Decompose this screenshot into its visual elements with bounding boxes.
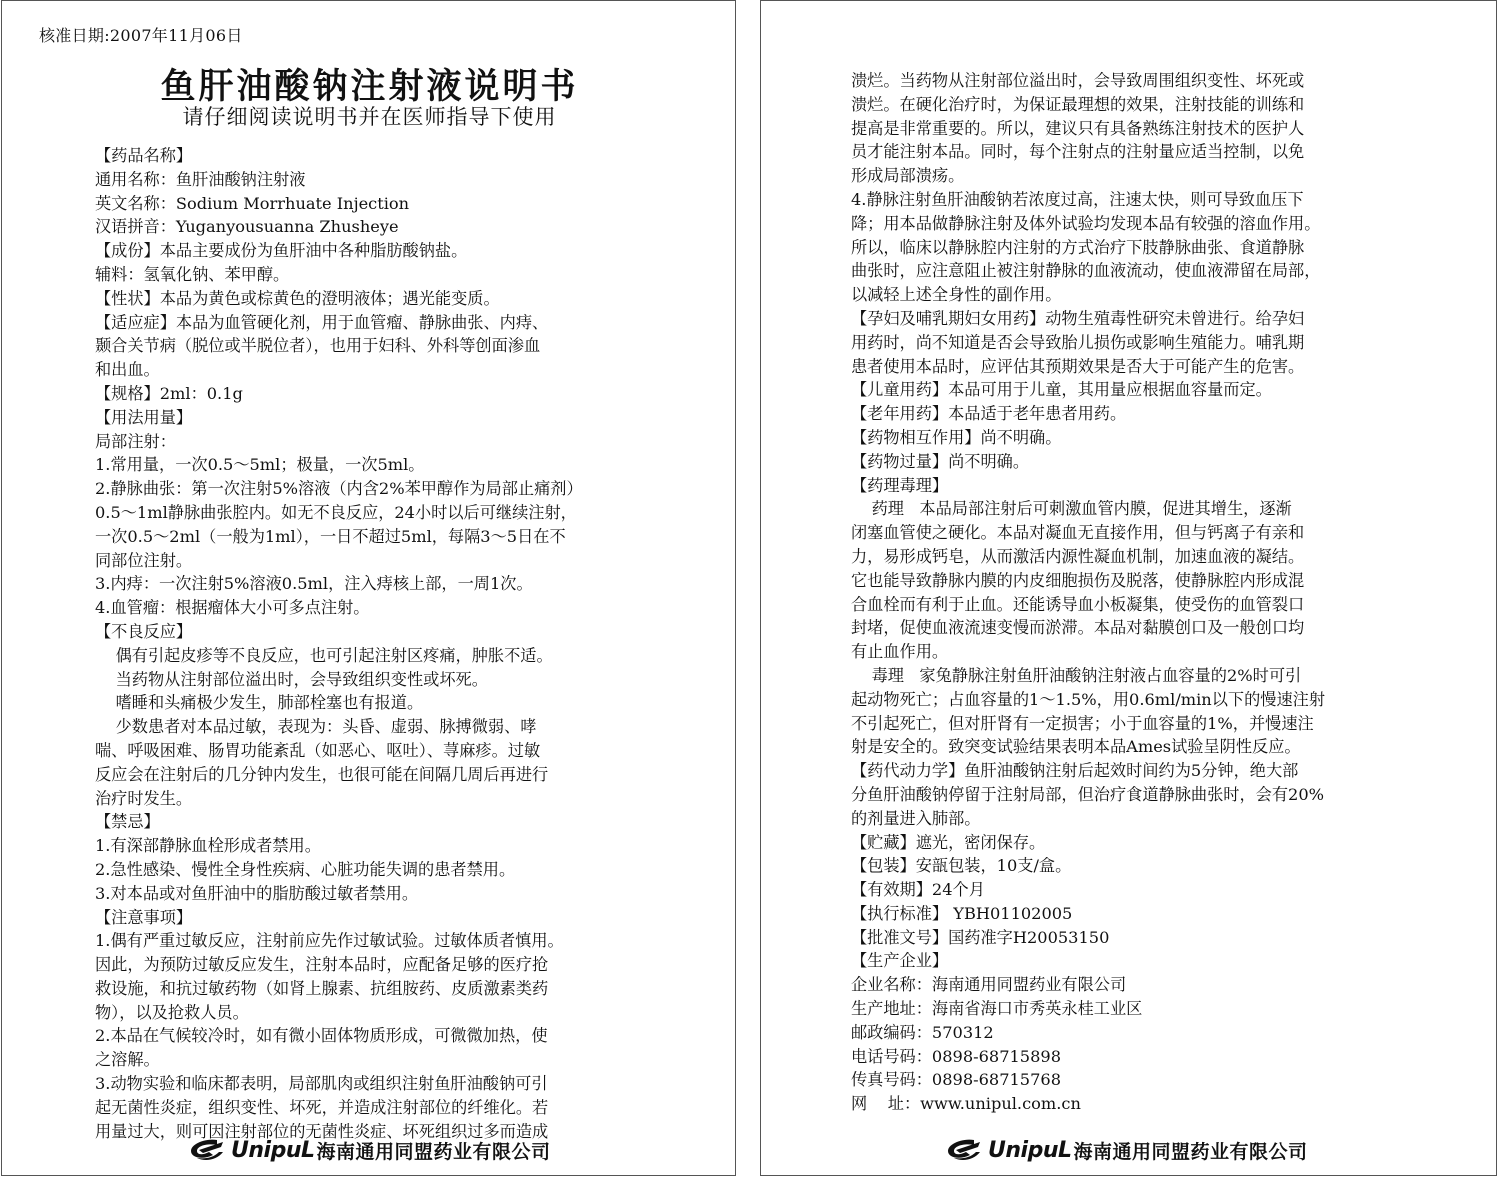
text-line: 溃烂。当药物从注射部位溢出时，会导致周围组织变性、坏死或 (851, 71, 1305, 90)
text-line: 3.对本品或对鱼肝油中的脂肪酸过敏者禁用。 (95, 883, 419, 903)
text-line: 射是安全的。致突变试验结果表明本品Ames试验呈阴性反应。 (851, 737, 1301, 757)
text-line: 企业名称：海南通用同盟药业有限公司 (851, 975, 1127, 995)
text-line: 生产地址：海南省海口市秀英永桂工业区 (851, 999, 1143, 1019)
unipul-swoosh-icon (187, 1136, 227, 1164)
text-line: 电话号码：0898-68715898 (851, 1046, 1061, 1066)
text-line: 之溶解。 (95, 1050, 160, 1070)
brand-name: UnipuL (231, 1137, 315, 1163)
unipul-swoosh-icon (944, 1136, 984, 1164)
text-line: 【药物相互作用】尚不明确。 (851, 427, 1062, 447)
text-line: 【药理毒理】 (851, 475, 949, 495)
text-line: 不引起死亡，但对肝肾有一定损害；小于血容量的1%，并慢速注 (851, 713, 1314, 733)
text-line: 合血栓而有利于止血。还能诱导血小板凝集，使受伤的血管裂口 (851, 594, 1305, 614)
leaflet-page-left (1, 0, 736, 1176)
text-line: 颞合关节病（脱位或半脱位者），也用于妇科、外科等创面渗血 (95, 336, 541, 356)
text-line: 当药物从注射部位溢出时，会导致组织变性或坏死。 (95, 669, 488, 689)
text-line: 封堵，促使血液流速变慢而淤滞。本品对黏膜创口及一般创口均 (851, 618, 1305, 638)
text-line: 物），以及抢救人员。 (95, 1002, 249, 1022)
text-line: 以减轻上述全身性的副作用。 (851, 285, 1062, 305)
text-line: 治疗时发生。 (95, 788, 193, 808)
text-line: 【禁忌】 (95, 812, 160, 832)
text-line: 【执行标准】 YBH01102005 (851, 903, 1073, 923)
text-line: 同部位注射。 (95, 550, 193, 570)
brand-name: UnipuL (988, 1137, 1072, 1163)
document-subtitle: 请仔细阅读说明书并在医师指导下使用 (182, 105, 557, 129)
text-line: 【生产企业】 (851, 951, 949, 971)
text-line: 它也能导致静脉内膜的内皮细胞损伤及脱落，使静脉腔内形成混 (851, 570, 1305, 590)
text-line: 0.5～1ml静脉曲张腔内。如无不良反应，24小时以后可继续注射， (95, 502, 577, 522)
text-line: 3.动物实验和临床都表明，局部肌肉或组织注射鱼肝油酸钠可引 (95, 1074, 548, 1094)
text-line: 【注意事项】 (95, 907, 193, 927)
text-line: 【药物过量】尚不明确。 (851, 451, 1030, 471)
text-line: 力，易形成钙皂，从而激活内源性凝血机制，加速血液的凝结。 (851, 546, 1305, 566)
right-column-text (851, 69, 1325, 1116)
text-line: 【老年用药】本品适于老年患者用药。 (851, 404, 1127, 424)
text-line: 所以，临床以静脉腔内注射的方式治疗下肢静脉曲张、食道静脉 (851, 237, 1305, 257)
text-line: 分鱼肝油酸钠停留于注射局部，但治疗食道静脉曲张时，会有20% (851, 784, 1325, 804)
leaflet-page-right (760, 0, 1497, 1176)
text-line: 【适应症】本品为血管硬化剂，用于血管瘤、静脉曲张、内痔、 (95, 312, 549, 332)
text-line: 有止血作用。 (851, 642, 949, 662)
text-line: 【批准文号】国药准字H20053150 (851, 927, 1110, 947)
text-line: 【包装】安瓿包装，10支/盒。 (851, 856, 1072, 876)
text-line: 【药品名称】 (95, 146, 193, 165)
text-line: 反应会在注射后的几分钟内发生，也很可能在间隔几周后再进行 (95, 764, 549, 784)
text-line: 和出血。 (95, 360, 160, 380)
text-line: 【用法用量】 (95, 407, 193, 427)
text-line: 曲张时，应注意阻止被注射静脉的血液流动，使血液滞留在局部， (851, 261, 1321, 281)
text-line: 用量过大，则可因注射部位的无菌性炎症、坏死组织过多而造成 (95, 1121, 549, 1141)
text-line: 英文名称：Sodium Morrhuate Injection (95, 193, 410, 213)
text-line: 【有效期】24个月 (851, 880, 985, 900)
text-line: 【规格】2ml：0.1g (95, 383, 243, 403)
text-line: 辅料：氢氧化钠、苯甲醇。 (95, 264, 290, 284)
text-line: 邮政编码：570312 (851, 1022, 994, 1042)
text-line: 4.静脉注射鱼肝油酸钠若浓度过高，注速太快，则可导致血压下 (851, 189, 1304, 209)
text-line: 通用名称：鱼肝油酸钠注射液 (95, 169, 306, 189)
text-line: 因此，为预防过敏反应发生，注射本品时，应配备足够的医疗抢 (95, 955, 549, 975)
text-line: 2.本品在气候较冷时，如有微小固体物质形成，可微微加热，使 (95, 1026, 548, 1046)
text-line: 【药代动力学】鱼肝油酸钠注射后起效时间约为5分钟，绝大部 (851, 761, 1299, 781)
text-line: 降；用本品做静脉注射及体外试验均发现本品有较强的溶血作用。 (851, 213, 1321, 233)
text-line: 1.有深部静脉血栓形成者禁用。 (95, 836, 321, 856)
text-line: 网 址：www.unipul.com.cn (851, 1094, 1081, 1114)
text-line: 汉语拼音：Yuganyousuanna Zhusheye (95, 217, 399, 237)
text-line: 闭塞血管使之硬化。本品对凝血无直接作用，但与钙离子有亲和 (851, 523, 1305, 543)
text-line: 【成份】本品主要成份为鱼肝油中各种脂肪酸钠盐。 (95, 241, 468, 261)
text-line: 【贮藏】遮光，密闭保存。 (851, 832, 1046, 852)
text-line: 起无菌性炎症，组织变性、坏死，并造成注射部位的纤维化。若 (95, 1097, 549, 1117)
approval-date: 核准日期:2007年11月06日 (39, 26, 243, 45)
text-line: 2.急性感染、慢性全身性疾病、心脏功能失调的患者禁用。 (95, 859, 516, 879)
text-line: 少数患者对本品过敏，表现为：头昏、虚弱、脉搏微弱、哮 (95, 717, 537, 737)
company-name: 海南通用同盟药业有限公司 (1073, 1140, 1308, 1163)
text-line: 毒理 家兔静脉注射鱼肝油酸钠注射液占血容量的2%时可引 (851, 665, 1302, 685)
text-line: 【不良反应】 (95, 621, 193, 641)
text-line: 起动物死亡；占血容量的1～1.5%，用0.6ml/min以下的慢速注射 (851, 689, 1326, 709)
text-line: 1.常用量，一次0.5～5ml；极量，一次5ml。 (95, 455, 425, 475)
text-line: 3.内痔：一次注射5%溶液0.5ml，注入痔核上部，一周1次。 (95, 574, 533, 594)
text-line: 提高是非常重要的。所以，建议只有具备熟练注射技术的医护人 (851, 118, 1305, 138)
text-line: 4.血管瘤：根据瘤体大小可多点注射。 (95, 598, 370, 618)
text-line: 救设施，和抗过敏药物（如肾上腺素、抗组胺药、皮质激素类药 (95, 978, 549, 998)
text-line: 形成局部溃疡。 (851, 166, 965, 186)
text-line: 偶有引起皮疹等不良反应，也可引起注射区疼痛，肿胀不适。 (95, 645, 553, 665)
left-column-text (95, 144, 583, 1143)
footer-logo-left (187, 1133, 551, 1167)
text-line: 局部注射： (95, 431, 176, 451)
text-line: 药理 本品局部注射后可刺激血管内膜，促进其增生，逐渐 (851, 499, 1292, 519)
text-line: 嗜睡和头痛极少发生，肺部栓塞也有报道。 (95, 693, 424, 713)
text-line: 一次0.5～2ml（一般为1ml），一日不超过5ml，每隔3～5日在不 (95, 526, 566, 546)
text-line: 溃烂。在硬化治疗时，为保证最理想的效果，注射技能的训练和 (851, 94, 1305, 114)
text-line: 【儿童用药】本品可用于儿童，其用量应根据血容量而定。 (851, 380, 1272, 400)
text-line: 喘、呼吸困难、肠胃功能紊乱（如恶心、呕吐）、荨麻疹。过敏 (95, 740, 541, 760)
text-line: 的剂量进入肺部。 (851, 808, 981, 828)
document-title: 鱼肝油酸钠注射液说明书 (160, 67, 579, 107)
text-line: 传真号码：0898-68715768 (851, 1070, 1061, 1090)
text-line: 【孕妇及哺乳期妇女用药】动物生殖毒性研究未曾进行。给孕妇 (851, 308, 1305, 328)
text-line: 员才能注射本品。同时，每个注射点的注射量应适当控制，以免 (851, 142, 1305, 162)
company-name: 海南通用同盟药业有限公司 (316, 1140, 551, 1163)
text-line: 用药时，尚不知道是否会导致胎儿损伤或影响生殖能力。哺乳期 (851, 332, 1305, 352)
footer-logo-right (944, 1133, 1308, 1167)
text-line: 患者使用本品时，应评估其预期效果是否大于可能产生的危害。 (851, 356, 1305, 376)
text-line: 1.偶有严重过敏反应，注射前应先作过敏试验。过敏体质者慎用。 (95, 931, 564, 951)
text-line: 【性状】本品为黄色或棕黄色的澄明液体；遇光能变质。 (95, 288, 500, 308)
text-line: 2.静脉曲张：第一次注射5%溶液（内含2%苯甲醇作为局部止痛剂） (95, 479, 583, 499)
